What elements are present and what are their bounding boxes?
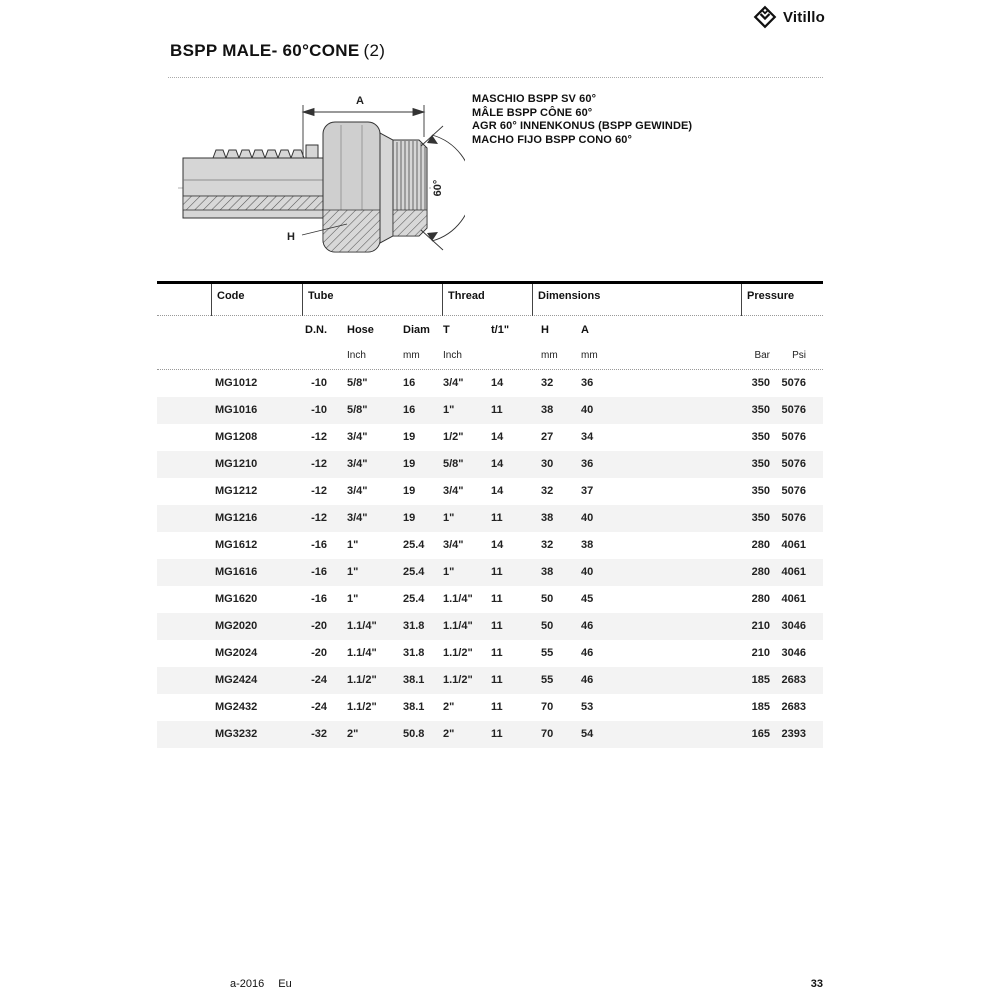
unit-t: Inch	[443, 350, 462, 361]
cell-t1: 11	[491, 728, 503, 740]
cell-code: MG1616	[215, 566, 258, 578]
cell-dn: -16	[311, 593, 327, 605]
cell-code: MG1210	[215, 458, 258, 470]
cell-h: 32	[541, 539, 554, 551]
cell-t: 1.1/4"	[443, 620, 473, 632]
table-row	[157, 370, 823, 397]
cell-t1: 11	[491, 620, 503, 632]
cell-a: 38	[581, 539, 594, 551]
unit-hose: Inch	[347, 350, 366, 361]
cell-t: 1.1/4"	[443, 593, 473, 605]
cell-a: 54	[581, 728, 594, 740]
subheader-diam: Diam	[403, 324, 430, 336]
cell-bar: 350	[751, 458, 770, 470]
cell-hose: 3/4"	[347, 512, 368, 524]
subheader-h: H	[541, 324, 549, 336]
page-title-text: BSPP MALE- 60°CONE	[170, 41, 360, 60]
cell-hose: 1.1/2"	[347, 674, 377, 686]
fitting-technical-drawing	[175, 85, 465, 253]
cell-dn: -32	[311, 728, 327, 740]
cell-a: 46	[581, 674, 594, 686]
cell-a: 40	[581, 404, 594, 416]
footer-edition	[230, 978, 292, 990]
table-row	[157, 613, 823, 640]
table-body	[157, 370, 823, 748]
table-row	[157, 586, 823, 613]
cell-bar: 185	[751, 701, 770, 713]
thread-section-hatch	[393, 210, 427, 236]
cell-psi: 3046	[781, 647, 806, 659]
cell-t: 1"	[443, 512, 455, 524]
cell-diam: 31.8	[403, 647, 425, 659]
cell-t: 3/4"	[443, 539, 464, 551]
cell-dn: -10	[311, 377, 327, 389]
cell-code: MG1012	[215, 377, 258, 389]
cell-hose: 1.1/2"	[347, 701, 377, 713]
cone-neck	[380, 133, 393, 243]
cell-psi: 4061	[781, 593, 806, 605]
page-title	[170, 41, 385, 61]
table-row	[157, 721, 823, 748]
cell-diam: 19	[403, 512, 416, 524]
cell-psi: 5076	[781, 458, 806, 470]
cell-hose: 1"	[347, 593, 359, 605]
table-subheader-row	[157, 316, 823, 344]
cell-h: 50	[541, 620, 554, 632]
cell-h: 30	[541, 458, 554, 470]
cell-dn: -12	[311, 458, 327, 470]
cell-hose: 5/8"	[347, 404, 368, 416]
dim-a-label: A	[356, 95, 364, 107]
cell-t1: 14	[491, 539, 504, 551]
cell-code: MG1612	[215, 539, 258, 551]
cell-code: MG1208	[215, 431, 258, 443]
group-header-thread: Thread	[442, 284, 485, 316]
cell-diam: 31.8	[403, 620, 425, 632]
subheader-t1: t/1"	[491, 324, 510, 336]
cell-a: 40	[581, 566, 594, 578]
cell-t1: 11	[491, 674, 503, 686]
table-row	[157, 532, 823, 559]
cell-hose: 1"	[347, 539, 359, 551]
cell-code: MG3232	[215, 728, 258, 740]
cell-code: MG1620	[215, 593, 258, 605]
table-row	[157, 505, 823, 532]
cell-a: 37	[581, 485, 594, 497]
description-line-de: AGR 60° INNENKONUS (BSPP GEWINDE)	[472, 120, 693, 132]
cell-t1: 14	[491, 485, 504, 497]
cell-bar: 280	[751, 593, 770, 605]
group-header-pressure: Pressure	[741, 284, 794, 316]
title-divider	[168, 77, 823, 78]
stop-collar	[306, 145, 318, 158]
group-header-dimensions: Dimensions	[532, 284, 600, 316]
cell-bar: 185	[751, 674, 770, 686]
cell-a: 46	[581, 620, 594, 632]
group-header-tube: Tube	[302, 284, 333, 316]
cell-t: 3/4"	[443, 377, 464, 389]
cell-t1: 11	[491, 593, 503, 605]
cell-diam: 38.1	[403, 701, 425, 713]
cell-code: MG1016	[215, 404, 258, 416]
table-row	[157, 694, 823, 721]
cell-h: 38	[541, 404, 554, 416]
cell-hose: 1.1/4"	[347, 647, 377, 659]
specs-table	[157, 281, 823, 748]
cell-h: 50	[541, 593, 554, 605]
table-row	[157, 559, 823, 586]
table-units-row	[157, 344, 823, 370]
cell-diam: 50.8	[403, 728, 425, 740]
cell-hose: 1"	[347, 566, 359, 578]
cell-t: 1.1/2"	[443, 647, 473, 659]
cell-dn: -12	[311, 485, 327, 497]
cell-h: 32	[541, 485, 554, 497]
cell-diam: 25.4	[403, 593, 425, 605]
cell-psi: 5076	[781, 485, 806, 497]
page-number: 33	[810, 978, 823, 990]
cell-bar: 280	[751, 566, 770, 578]
cell-a: 46	[581, 647, 594, 659]
table-row	[157, 667, 823, 694]
cell-h: 70	[541, 701, 554, 713]
cell-t: 3/4"	[443, 485, 464, 497]
cell-psi: 5076	[781, 512, 806, 524]
unit-psi: Psi	[792, 350, 806, 361]
cone-angle-label: 60°	[432, 179, 444, 197]
table-group-header-row	[157, 284, 823, 316]
cell-h: 38	[541, 512, 554, 524]
cell-h: 32	[541, 377, 554, 389]
cell-psi: 2683	[781, 674, 806, 686]
table-row	[157, 424, 823, 451]
cell-t: 2"	[443, 728, 455, 740]
dim-h-label: H	[287, 231, 295, 243]
cell-hose: 5/8"	[347, 377, 368, 389]
hex-section-hatch	[323, 210, 380, 252]
table-row	[157, 478, 823, 505]
cell-bar: 210	[751, 620, 770, 632]
cell-hose: 1.1/4"	[347, 620, 377, 632]
cell-a: 36	[581, 377, 594, 389]
cell-t: 1"	[443, 566, 455, 578]
cell-diam: 16	[403, 404, 416, 416]
cell-h: 55	[541, 647, 554, 659]
cell-dn: -12	[311, 512, 327, 524]
cell-a: 40	[581, 512, 594, 524]
cell-dn: -10	[311, 404, 327, 416]
cell-diam: 16	[403, 377, 416, 389]
edition-code: a-2016	[230, 978, 265, 990]
cell-hose: 3/4"	[347, 431, 368, 443]
subheader-hose: Hose	[347, 324, 374, 336]
cell-bar: 350	[751, 431, 770, 443]
subheader-t: T	[443, 324, 450, 336]
cell-bar: 350	[751, 404, 770, 416]
cell-diam: 19	[403, 431, 416, 443]
cell-dn: -16	[311, 539, 327, 551]
cell-t1: 14	[491, 458, 504, 470]
cell-t1: 11	[491, 701, 503, 713]
cell-dn: -12	[311, 431, 327, 443]
cell-psi: 2683	[781, 701, 806, 713]
cell-psi: 4061	[781, 566, 806, 578]
cell-t1: 11	[491, 512, 503, 524]
cell-bar: 280	[751, 539, 770, 551]
cell-psi: 3046	[781, 620, 806, 632]
page-title-suffix: (2)	[363, 41, 386, 60]
cell-psi: 4061	[781, 539, 806, 551]
cell-psi: 2393	[781, 728, 806, 740]
cell-a: 45	[581, 593, 594, 605]
cell-a: 34	[581, 431, 594, 443]
cell-h: 55	[541, 674, 554, 686]
table-row	[157, 451, 823, 478]
cell-t: 2"	[443, 701, 455, 713]
cell-hose: 2"	[347, 728, 359, 740]
brand-logo	[753, 5, 825, 29]
cell-h: 38	[541, 566, 554, 578]
unit-a: mm	[581, 350, 598, 361]
cell-psi: 5076	[781, 377, 806, 389]
cell-diam: 19	[403, 458, 416, 470]
cell-bar: 350	[751, 512, 770, 524]
shank-barbs	[213, 150, 304, 158]
unit-bar: Bar	[754, 350, 770, 361]
cell-code: MG1216	[215, 512, 258, 524]
cell-dn: -16	[311, 566, 327, 578]
description-line-es: MACHO FIJO BSPP CONO 60°	[472, 133, 633, 146]
cell-bar: 210	[751, 647, 770, 659]
shank-section-hatch	[183, 196, 325, 210]
cell-a: 53	[581, 701, 594, 713]
table-row	[157, 640, 823, 667]
cell-diam: 25.4	[403, 539, 425, 551]
cell-bar: 165	[751, 728, 770, 740]
cell-dn: -20	[311, 647, 327, 659]
subheader-dn: D.N.	[305, 324, 327, 336]
description-line-it: MASCHIO BSPP SV 60°	[472, 93, 597, 105]
cell-code: MG2432	[215, 701, 258, 713]
cell-dn: -24	[311, 701, 327, 713]
cell-t: 5/8"	[443, 458, 464, 470]
group-header-code: Code	[211, 284, 245, 316]
cell-code: MG1212	[215, 485, 258, 497]
cell-hose: 3/4"	[347, 458, 368, 470]
cell-diam: 38.1	[403, 674, 425, 686]
cell-diam: 25.4	[403, 566, 425, 578]
unit-h: mm	[541, 350, 558, 361]
cell-code: MG2424	[215, 674, 258, 686]
unit-diam: mm	[403, 350, 420, 361]
description-block	[472, 93, 692, 147]
cell-h: 70	[541, 728, 554, 740]
cell-h: 27	[541, 431, 554, 443]
description-line-fr: MÂLE BSPP CÔNE 60°	[472, 106, 593, 119]
cell-dn: -24	[311, 674, 327, 686]
brand-name: Vitillo	[783, 8, 825, 26]
cell-t1: 11	[491, 566, 503, 578]
cell-t1: 11	[491, 404, 503, 416]
cell-t: 1/2"	[443, 431, 464, 443]
cell-code: MG2020	[215, 620, 258, 632]
cell-bar: 350	[751, 485, 770, 497]
cell-code: MG2024	[215, 647, 258, 659]
cell-psi: 5076	[781, 404, 806, 416]
cell-hose: 3/4"	[347, 485, 368, 497]
subheader-a: A	[581, 324, 589, 336]
cell-t: 1"	[443, 404, 455, 416]
cell-t1: 14	[491, 431, 504, 443]
cell-a: 36	[581, 458, 594, 470]
cell-diam: 19	[403, 485, 416, 497]
cell-bar: 350	[751, 377, 770, 389]
cell-t1: 14	[491, 377, 504, 389]
cell-dn: -20	[311, 620, 327, 632]
table-row	[157, 397, 823, 424]
language-code: Eu	[278, 978, 292, 990]
cell-psi: 5076	[781, 431, 806, 443]
cell-t1: 11	[491, 647, 503, 659]
vitillo-diamond-icon	[753, 5, 777, 29]
cell-t: 1.1/2"	[443, 674, 473, 686]
